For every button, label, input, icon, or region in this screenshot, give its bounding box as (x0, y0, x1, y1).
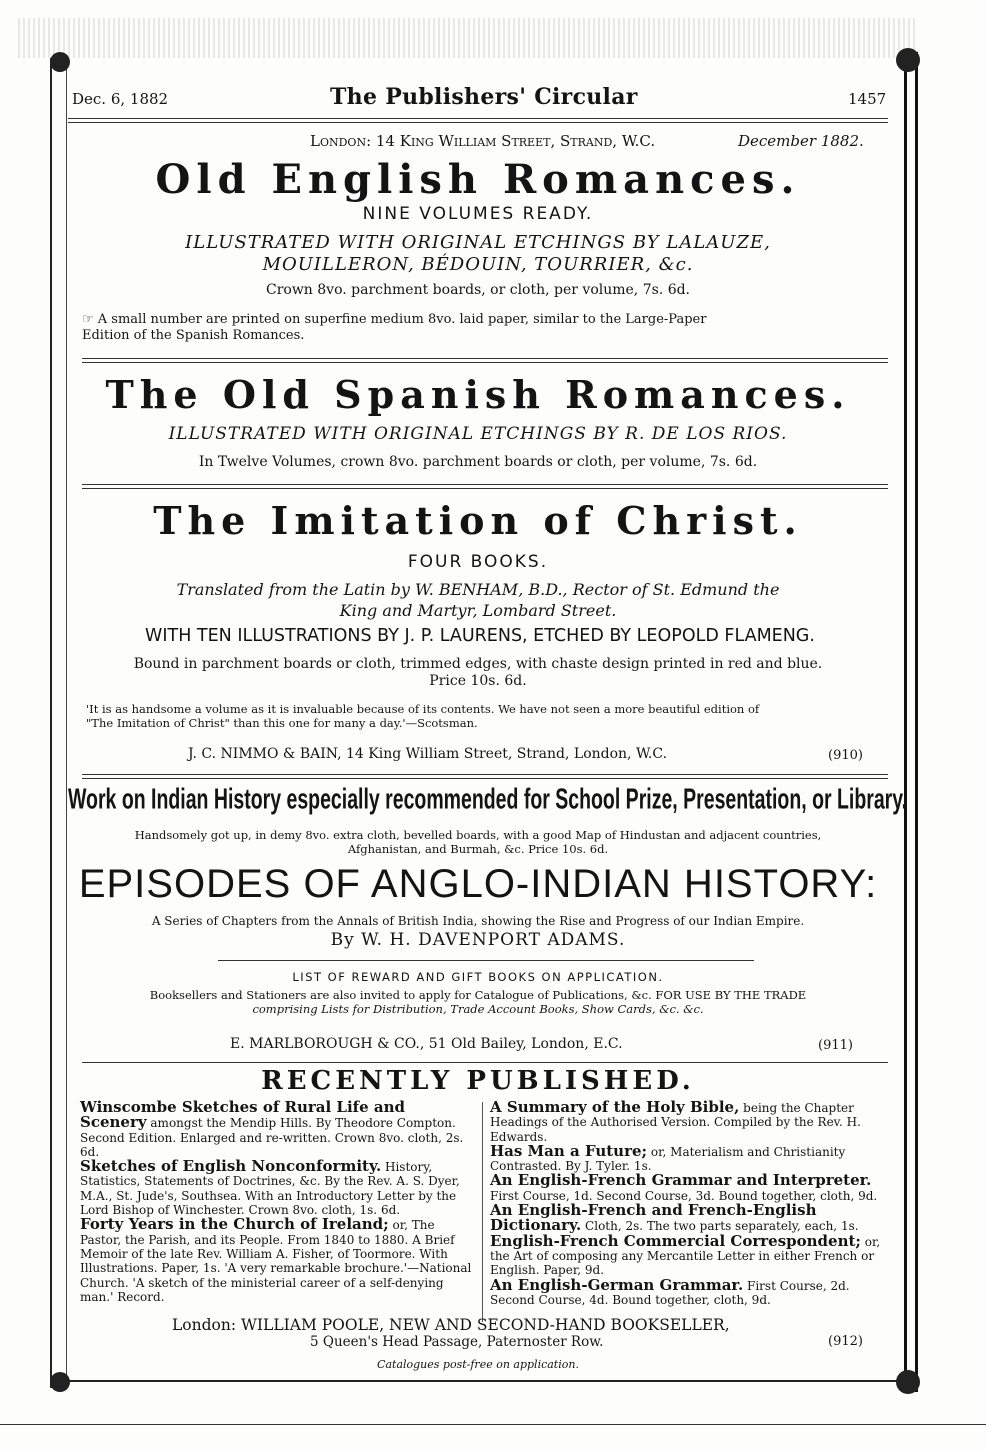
ad1-volumes: NINE VOLUMES READY. (362, 204, 594, 224)
section-rule (82, 358, 888, 363)
book-entry (490, 1173, 886, 1203)
corner-ornament (50, 1372, 70, 1392)
header-rule (68, 118, 888, 123)
ad3-books: FOUR BOOKS. (407, 552, 549, 572)
right-border (904, 52, 918, 1392)
ad3-quote-line2: "The Imitation of Christ" than this one for many a day.'—Scotsman. (86, 716, 478, 730)
ad1-date: December 1882. (738, 132, 864, 150)
book-description: being the Chapter Headings of the Authorised Version. Compiled by the Rev. H. Edwards. (490, 1101, 861, 1144)
book-entry (490, 1275, 886, 1308)
ad4-description-line2: Afghanistan, and Burmah, &c. Price 10s. 6d. (347, 842, 609, 856)
page-title: The Publishers' Circular (330, 84, 638, 110)
book-title: An English-French Grammar and Interpreter. (490, 1171, 872, 1190)
ad2-illustrations: ILLUSTRATED WITH ORIGINAL ETCHINGS BY R. DE LOS RIOS. (168, 424, 788, 444)
book-entry (80, 1217, 475, 1304)
section-rule (82, 484, 888, 489)
ad2-title: The Old Spanish Romances. (105, 372, 851, 417)
ad1-format: Crown 8vo. parchment boards, or cloth, per volume, 7s. 6d. (265, 282, 691, 298)
short-rule (218, 960, 754, 961)
book-title: A Summary of the Holy Bible, (490, 1098, 740, 1116)
ad4-headline: Work on Indian History especially recommended for School Prize, Presentation, or Library. (68, 784, 908, 816)
book-description: Cloth, 2s. The two parts separately, each, 1s. (585, 1219, 859, 1234)
ad5-catalogue-note: Catalogues post-free on application. (377, 1358, 579, 1371)
book-title: Has Man a Future; (490, 1141, 648, 1160)
ad4-author: By W. H. DAVENPORT ADAMS. (330, 930, 626, 950)
book-entry (490, 1231, 886, 1278)
ad3-translator-line2: King and Martyr, Lombard Street. (339, 601, 617, 620)
ad3-publisher: J. C. NIMMO & BAIN, 14 King William Street, Strand, London, W.C. (188, 746, 668, 762)
ad5-publisher-line2: 5 Queen's Head Passage, Paternoster Row. (310, 1334, 604, 1350)
ad3-quote-line1: 'It is as handsome a volume as it is invaluable because of its contents. We have not seen a more beautiful edition of (86, 702, 760, 716)
ad5-publisher-line1: London: WILLIAM POOLE, NEW AND SECOND-HAND BOOKSELLER, (172, 1316, 730, 1334)
ad4-gift-list: LIST OF REWARD AND GIFT BOOKS ON APPLICATION. (292, 970, 664, 984)
page-edge-line (0, 1424, 986, 1425)
ad5-headline: RECENTLY PUBLISHED. (261, 1066, 695, 1096)
ad4-reference: (911) (818, 1038, 853, 1053)
ad4-description-line1: Handsomely got up, in demy 8vo. extra cloth, bevelled boards, with a good Map of Hindustan and adjacent countries, (134, 828, 822, 842)
ad4-title: EPISODES OF ANGLO-INDIAN HISTORY: (78, 862, 878, 906)
section-rule (82, 774, 888, 779)
book-title: English-French Commercial Correspondent; (490, 1231, 861, 1250)
ad3-translator-line1: Translated from the Latin by W. BENHAM, B.D., Rector of St. Edmund the (176, 580, 780, 599)
ad3-binding: Bound in parchment boards or cloth, trimmed edges, with chaste design printed in red and blue. (133, 656, 823, 672)
ad5-left-column (80, 1100, 475, 1304)
corner-ornament (50, 52, 70, 72)
corner-ornament (896, 1370, 920, 1394)
book-title: An English-German Grammar. (490, 1275, 744, 1294)
ad1-illustrations-line2: MOUILLERON, BÉDOUIN, TOURRIER, &c. (262, 254, 694, 275)
ad1-address: London: 14 King William Street, Strand, W.C. (310, 132, 656, 150)
book-description: First Course, 2d. Second Course, 4d. Bound together, cloth, 9d. (490, 1278, 850, 1307)
ad1-note-line2: Edition of the Spanish Romances. (82, 328, 305, 343)
ad3-reference: (910) (828, 748, 863, 763)
book-description: or, the Art of composing any Mercantile Letter in either French or English. Paper, 9d. (490, 1234, 881, 1278)
book-entry (490, 1203, 886, 1234)
book-entry (80, 1159, 475, 1217)
book-title: Sketches of English Nonconformity. (80, 1157, 382, 1176)
scan-noise-top (18, 18, 918, 58)
book-title: Winscombe Sketches of Rural Life and Scenery (80, 1098, 406, 1132)
book-entry (490, 1100, 886, 1144)
ad3-price: Price 10s. 6d. (429, 673, 527, 689)
book-title: An English-French and French-English Dictionary. (490, 1201, 817, 1235)
ad4-series: A Series of Chapters from the Annals of British India, showing the Rise and Progress of our Indian Empire. (151, 914, 805, 928)
ad5-right-column (490, 1100, 886, 1307)
ad5-reference: (912) (828, 1334, 863, 1349)
book-entry (80, 1100, 475, 1159)
ad4-trade-line2: comprising Lists for Distribution, Trade Account Books, Show Cards, &c. &c. (252, 1002, 704, 1016)
book-description: or, Materialism and Christianity Contrasted. By J. Tyler. 1s. (490, 1144, 846, 1174)
column-divider (482, 1102, 483, 1322)
ad4-trade-line1: Booksellers and Stationers are also invited to apply for Catalogue of Publications, &c. FOR USE BY THE TRADE (149, 988, 807, 1002)
ad1-title: Old English Romances. (155, 156, 801, 203)
book-description: First Course, 1d. Second Course, 3d. Bound together, cloth, 9d. (490, 1188, 878, 1203)
ad1-illustrations-line1: ILLUSTRATED WITH ORIGINAL ETCHINGS BY LALAUZE, (185, 232, 771, 253)
book-title: Forty Years in the Church of Ireland; (80, 1215, 389, 1234)
corner-ornament (896, 48, 920, 72)
ad3-title: The Imitation of Christ. (153, 498, 803, 543)
left-border (50, 58, 67, 1388)
ad2-format: In Twelve Volumes, crown 8vo. parchment boards or cloth, per volume, 7s. 6d. (198, 454, 758, 470)
section-rule (82, 1062, 888, 1063)
book-description: History, Statistics, Statements of Doctrines, &c. By the Rev. A. S. Dyer, M.A., St. Jude's, Southsea. With an Introductory Letter by the Lord Bishop of Winchester. Crown 8vo. cloth, 1s. 6d. (80, 1160, 460, 1218)
ad4-publisher: E. MARLBOROUGH & CO., 51 Old Bailey, London, E.C. (230, 1036, 623, 1052)
ad1-note-line1: ☞ A small number are printed on superfine medium 8vo. laid paper, similar to the Large-Paper (82, 312, 707, 327)
ad3-illustrations: WITH TEN ILLUSTRATIONS BY J. P. LAURENS, ETCHED BY LEOPOLD FLAMENG. (145, 626, 815, 646)
book-description: or, The Pastor, the Parish, and its People. From 1840 to 1880. A Brief Memoir of the late Rev. William A. Fisher, of Toormore. With Illustrations. Paper, 1s. 'A very remarkable brochure.'—National Church. 'A sketch of the ministerial career of a self-denying man.' Record. (80, 1218, 472, 1304)
page-number: 1457 (848, 90, 887, 108)
bottom-border-rule (64, 1380, 904, 1382)
issue-date: Dec. 6, 1882 (72, 90, 169, 108)
book-entry (490, 1141, 886, 1174)
book-description: amongst the Mendip Hills. By Theodore Compton. Second Edition. Enlarged and re-written. Crown 8vo. cloth, 2s. 6d. (80, 1116, 464, 1159)
